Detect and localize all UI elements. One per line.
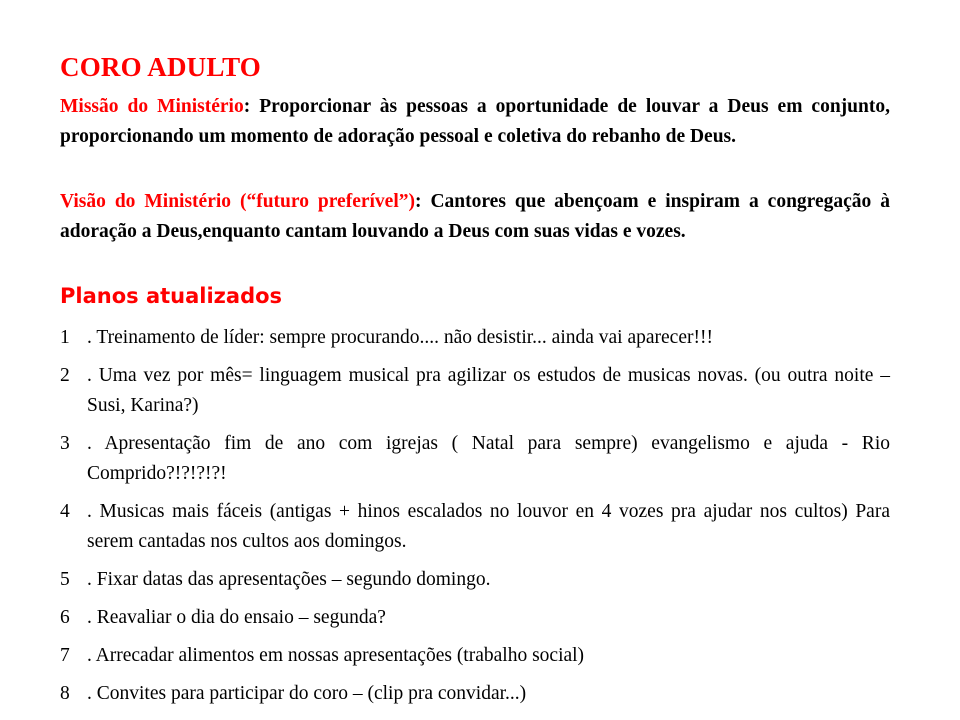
vision-paragraph — [60, 187, 890, 247]
plan-text: . Fixar datas das apresentações – segundo domingo. — [87, 569, 491, 590]
plan-number: 5 — [60, 569, 70, 590]
plan-text: . Arrecadar alimentos em nossas apresentações (trabalho social) — [87, 645, 585, 666]
plan-number: 4 — [60, 501, 70, 522]
plan-number: 7 — [60, 645, 70, 666]
plan-text: . Convites para participar do coro – (clip pra convidar...) — [87, 683, 527, 704]
plan-number: 1 — [60, 327, 70, 348]
plan-item — [60, 361, 890, 421]
mission-text: Proporcionar às pessoas a oportunidade de louvar a Deus em conjunto, proporcionando um momento de adoração pessoal e coletiva do rebanho de Deus. — [60, 96, 890, 147]
plan-item — [60, 565, 890, 595]
plan-text: . Reavaliar o dia do ensaio – segunda? — [87, 607, 386, 628]
plan-text: . Apresentação fim de ano com igrejas ( Natal para sempre) evangelismo e ajuda - Rio Comprido?!?!?!?! — [87, 433, 890, 484]
plan-text: . Musicas mais fáceis (antigas + hinos escalados no louvor en 4 vozes pra ajudar nos cultos) Para serem cantadas nos cultos aos domingos. — [87, 501, 890, 552]
plan-number: 2 — [60, 365, 70, 386]
mission-separator: : — [243, 96, 251, 117]
plan-item — [60, 323, 890, 353]
plans-heading: Planos atualizados — [60, 284, 283, 308]
plan-number: 3 — [60, 433, 70, 454]
mission-label: Missão do Ministério — [60, 96, 244, 117]
plan-item — [60, 679, 890, 709]
plan-list — [60, 323, 890, 717]
plan-item — [60, 429, 890, 489]
plan-text: . Treinamento de líder: sempre procurando.... não desistir... ainda vai aparecer!!! — [87, 327, 713, 348]
plan-item — [60, 641, 890, 671]
vision-separator: : — [415, 191, 422, 212]
plan-item — [60, 497, 890, 557]
plan-item — [60, 603, 890, 633]
plan-text: . Uma vez por mês= linguagem musical pra agilizar os estudos de musicas novas. (ou outra noite – Susi, Karina?) — [87, 365, 890, 416]
plan-number: 8 — [60, 683, 70, 704]
vision-text: Cantores que abençoam e inspiram a congregação à adoração a Deus,enquanto cantam louvando a Deus com suas vidas e vozes. — [60, 191, 890, 242]
vision-label: Visão do Ministério (“futuro preferível”) — [60, 191, 415, 212]
mission-paragraph — [60, 92, 890, 152]
slide-title: CORO ADULTO — [60, 52, 262, 82]
plan-number: 6 — [60, 607, 70, 628]
